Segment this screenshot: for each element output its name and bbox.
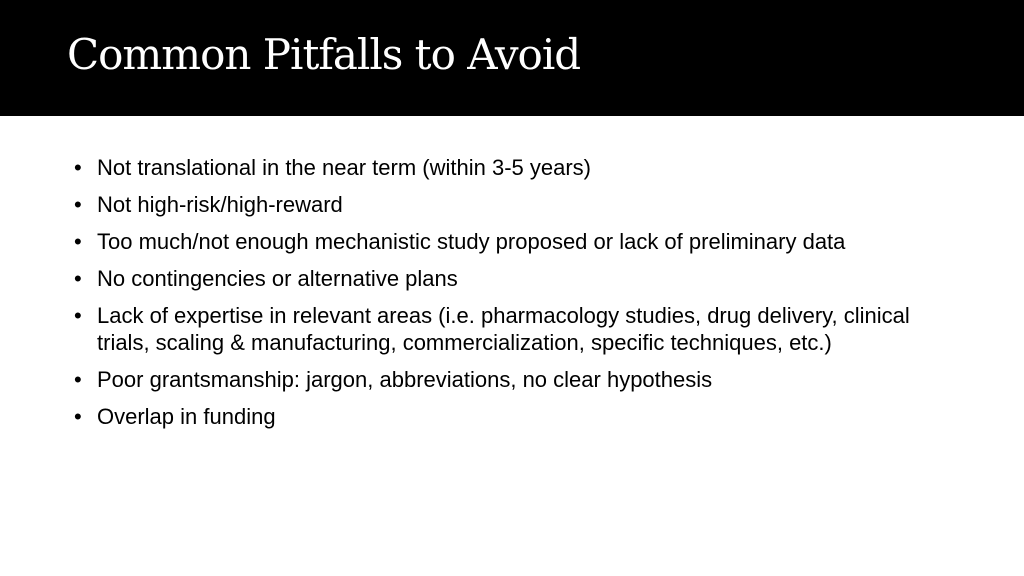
bullet-item (74, 302, 954, 356)
bullet-marker: • (74, 192, 82, 217)
bullet-marker: • (74, 229, 82, 254)
bullet-item (74, 154, 954, 181)
bullet-item (74, 228, 954, 255)
bullet-marker: • (74, 367, 82, 392)
title-bar (0, 0, 1024, 116)
bullet-text: Not translational in the near term (within 3-5 years) (97, 155, 591, 180)
bullet-marker: • (74, 303, 82, 328)
bullet-list (74, 154, 954, 440)
bullet-text: Lack of expertise in relevant areas (i.e. pharmacology studies, drug delivery, clinical trials, scaling & manufacturing, commercialization, specific techniques, etc.) (97, 303, 910, 355)
bullet-item (74, 366, 954, 393)
bullet-item (74, 403, 954, 430)
bullet-text: Poor grantsmanship: jargon, abbreviations, no clear hypothesis (97, 367, 713, 392)
bullet-item (74, 265, 954, 292)
bullet-text: Too much/not enough mechanistic study proposed or lack of preliminary data (97, 229, 846, 254)
bullet-marker: • (74, 266, 82, 291)
bullet-marker: • (74, 404, 82, 429)
bullet-text: No contingencies or alternative plans (97, 266, 458, 291)
slide-title: Common Pitfalls to Avoid (67, 30, 581, 79)
bullet-marker: • (74, 155, 82, 180)
bullet-text: Not high-risk/high-reward (97, 192, 343, 217)
bullet-item (74, 191, 954, 218)
bullet-text: Overlap in funding (97, 404, 276, 429)
